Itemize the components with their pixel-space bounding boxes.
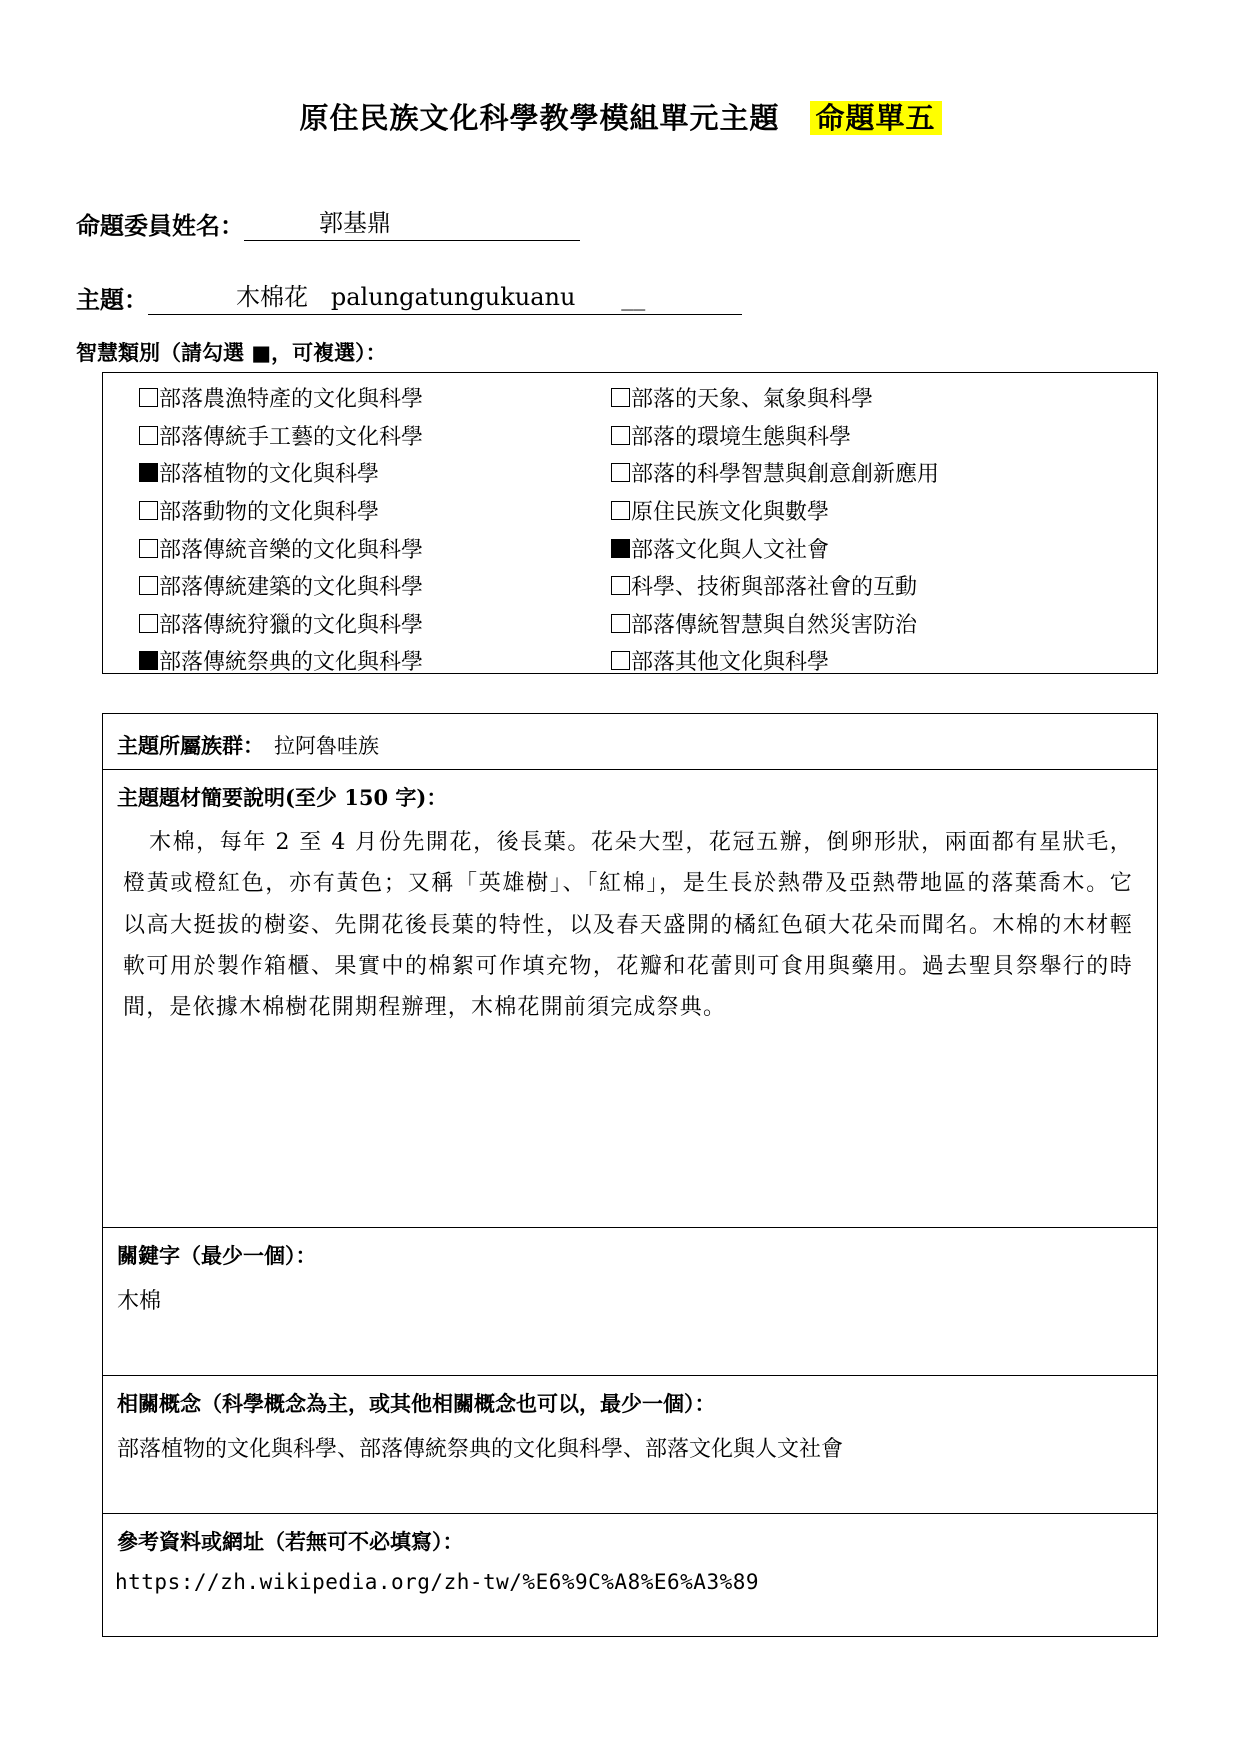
topic-detail-table (102, 713, 1158, 1637)
checkbox-icon[interactable] (611, 501, 630, 520)
references-label: 參考資料或網址（若無可不必填寫）： (117, 1529, 464, 1554)
title-highlight: 命題單五 (810, 101, 942, 135)
category-label: 部落的天象、氣象與科學 (631, 387, 874, 413)
ethnic-group-section (103, 714, 1157, 769)
keywords-value[interactable]: 木棉 (117, 1289, 162, 1314)
category-item[interactable] (139, 642, 423, 680)
category-item[interactable] (139, 605, 423, 643)
category-item[interactable] (611, 417, 939, 455)
category-label: 部落的科學智慧與創意創新應用 (631, 462, 940, 488)
category-label: 部落的環境生態與科學 (631, 424, 852, 450)
category-item[interactable] (139, 379, 423, 417)
category-label: 科學、技術與部落社會的互動 (631, 575, 918, 601)
checkbox-checked-icon[interactable] (139, 463, 158, 482)
checkbox-checked-icon[interactable] (139, 651, 158, 670)
committee-name-field[interactable] (244, 206, 580, 241)
category-label: 部落傳統手工藝的文化科學 (159, 424, 424, 450)
topic-value: 木棉花 palungatungukuanu __ (236, 283, 646, 311)
checkbox-icon[interactable] (611, 651, 630, 670)
category-column-right (611, 379, 939, 680)
checkbox-icon[interactable] (611, 388, 630, 407)
category-item[interactable] (611, 492, 939, 530)
category-label: 部落傳統狩獵的文化與科學 (159, 612, 424, 638)
category-label: 部落其他文化與科學 (631, 650, 830, 676)
category-label: 部落植物的文化與科學 (159, 462, 380, 488)
checkbox-icon[interactable] (139, 576, 158, 595)
summary-text[interactable]: 木棉，每年 2 至 4 月份先開花，後長葉。花朵大型，花冠五辦，倒卵形狀，兩面都有星狀毛，橙黃或橙紅色，亦有黃色；又稱「英雄樹」、「紅棉」，是生長於熱帶及亞熱帶地區的落葉喬木。它以高大挺拔的樹姿、先開花後長葉的特性，以及春天盛開的橘紅色碩大花朵而聞名。木棉的木材輕軟可用於製作箱櫃、果實中的棉絮可作填充物，花瓣和花蕾則可食用與藥用。過去聖貝祭舉行的時間，是依據木棉樹花開期程辦理，木棉花開前須完成祭典。 (123, 830, 1133, 1021)
category-label: 部落傳統祭典的文化與科學 (159, 650, 424, 676)
category-item[interactable] (139, 454, 423, 492)
summary-section (103, 769, 1157, 1227)
concepts-label: 相關概念（科學概念為主，或其他相關概念也可以，最少一個）： (117, 1391, 716, 1416)
reference-link[interactable]: https://zh.wikipedia.org/zh-tw/%E6%9C%A8%E6%A3%89 (115, 1570, 760, 1594)
category-label: 原住民族文化與數學 (631, 500, 830, 526)
category-label: 部落傳統音樂的文化與科學 (159, 537, 424, 563)
checkbox-icon[interactable] (139, 501, 158, 520)
keywords-section (103, 1227, 1157, 1375)
category-column-left (139, 379, 423, 680)
committee-label: 命題委員姓名： (76, 211, 244, 240)
keywords-label: 關鍵字（最少一個）： (117, 1243, 317, 1268)
checkbox-icon[interactable] (139, 614, 158, 633)
ethnic-group-value[interactable]: 拉阿魯哇族 (274, 734, 379, 758)
category-label: 部落傳統智慧與自然災害防治 (631, 612, 918, 638)
topic-label: 主題： (76, 285, 148, 314)
checkbox-icon[interactable] (611, 463, 630, 482)
category-item[interactable] (139, 529, 423, 567)
title-text: 原住民族文化科學教學模組單元主題 (299, 101, 780, 135)
checkbox-icon[interactable] (139, 539, 158, 558)
category-item[interactable] (611, 567, 939, 605)
category-item[interactable] (611, 605, 939, 643)
category-item[interactable] (611, 379, 939, 417)
topic-field (76, 280, 742, 315)
category-item[interactable] (611, 454, 939, 492)
checkbox-icon[interactable] (611, 576, 630, 595)
category-item[interactable] (139, 417, 423, 455)
category-label: 部落動物的文化與科學 (159, 500, 380, 526)
category-label: 部落文化與人文社會 (631, 537, 830, 563)
category-label: 部落農漁特產的文化與科學 (159, 387, 424, 413)
category-title: 智慧類別（請勾選 ■，可複選）： (76, 340, 387, 365)
concepts-value[interactable]: 部落植物的文化與科學、部落傳統祭典的文化與科學、部落文化與人文社會 (117, 1437, 844, 1462)
checkbox-icon[interactable] (611, 426, 630, 445)
category-item[interactable] (139, 492, 423, 530)
category-label: 部落傳統建築的文化與科學 (159, 575, 424, 601)
committee-name: 郭基鼎 (319, 209, 391, 237)
category-item[interactable] (611, 529, 939, 567)
checkbox-icon[interactable] (139, 388, 158, 407)
concepts-section (103, 1375, 1157, 1513)
checkbox-checked-icon[interactable] (611, 539, 630, 558)
category-item[interactable] (139, 567, 423, 605)
summary-label: 主題題材簡要說明(至少 150 字)： (117, 785, 448, 810)
topic-value-field[interactable] (148, 280, 742, 315)
references-section (103, 1513, 1157, 1636)
category-box (102, 372, 1158, 674)
document-title (0, 96, 1241, 137)
committee-field (76, 206, 580, 241)
ethnic-group-label: 主題所屬族群： (117, 733, 264, 758)
checkbox-icon[interactable] (611, 614, 630, 633)
ethnic-group-row (117, 730, 379, 760)
category-item[interactable] (611, 642, 939, 680)
checkbox-icon[interactable] (139, 426, 158, 445)
